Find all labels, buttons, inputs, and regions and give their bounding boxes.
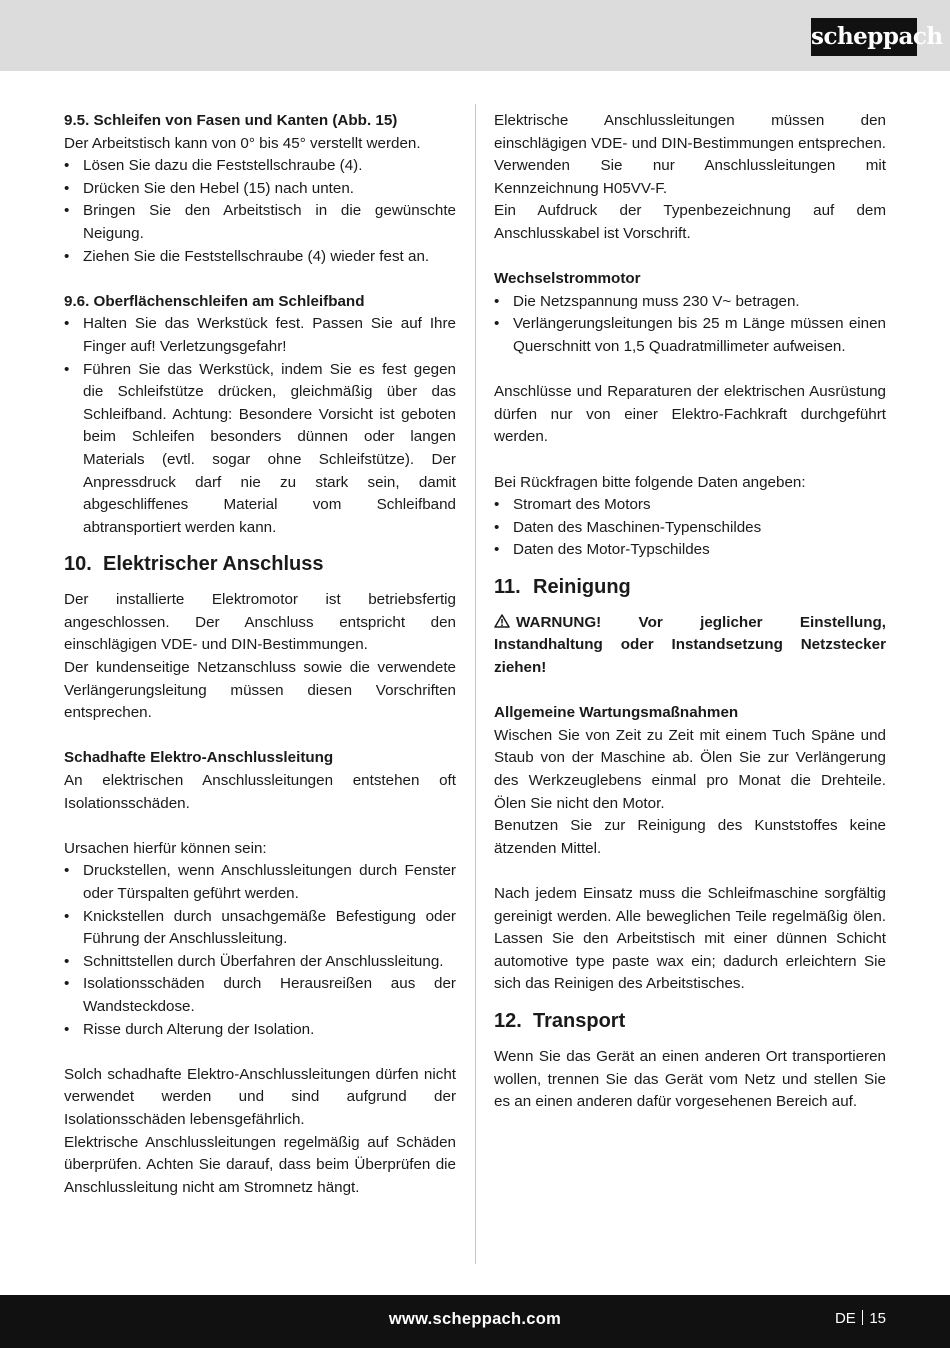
- language-code: DE: [834, 1310, 856, 1327]
- causes-intro: Ursachen hierfür können sein:: [64, 839, 267, 857]
- section-10-heading: [64, 550, 456, 578]
- list-item: • Knickstellen durch unsachgemäße Befestigung oder Führung der Anschlussleitung.: [64, 906, 456, 951]
- paragraph: Anschlüsse und Reparaturen der elektrischen Ausrüstung dürfen nur von einer Elektro-Fachkraft durchgeführt werden.: [494, 383, 886, 446]
- paragraph: Elektrische Anschlussleitungen regelmäßig auf Schäden überprüfen. Achten Sie darauf, dass beim Überprüfen die Anschlussleitung nicht am Stromnetz hängt.: [64, 1133, 456, 1196]
- header-bar: [0, 0, 950, 71]
- list-item: • Isolationsschäden durch Herausreißen aus der Wandsteckdose.: [64, 973, 456, 1018]
- maintenance-subheading: Allgemeine Wartungsmaßnahmen: [494, 704, 739, 722]
- section-12-heading: [494, 1007, 886, 1035]
- warning-text: WARNUNG! Vor jeglicher Einstellung, Instandhaltung oder Instandsetzung Netzstecker ziehen!: [494, 613, 886, 677]
- section-number: 12.: [494, 1009, 522, 1032]
- list-item: • Stromart des Motors: [494, 494, 886, 517]
- section-9-5-title: 9.5. Schleifen von Fasen und Kanten (Abb. 15): [64, 112, 398, 129]
- section-number: 10.: [64, 553, 92, 576]
- list-item: • Bringen Sie den Arbeitstisch in die gewünschte Neigung.: [64, 200, 456, 245]
- section-11-heading: [494, 573, 886, 601]
- ac-motor-list: [494, 291, 886, 359]
- column-divider: [475, 104, 476, 1264]
- section-9-5-list: [64, 155, 456, 268]
- paragraph: Ein Aufdruck der Typenbezeichnung auf dem Anschlusskabel ist Vorschrift.: [494, 202, 886, 242]
- warning-triangle-icon: [494, 614, 510, 628]
- list-item: • Ziehen Sie die Feststellschraube (4) wieder fest an.: [64, 246, 456, 269]
- list-item: • Führen Sie das Werkstück, indem Sie es fest gegen die Schleifstütze drücken, gleichmäßig über das Schleifband. Achtung: Besondere Vorsicht ist geboten beim Schleifen besonders dünnen oder langen Materials (evtl. sogar ohne Schleifstütze). Der Anpressdruck darf nie zu stark sein, damit abgeschliffenes Material vom Schleifband abtransportiert werden kann.: [64, 359, 456, 540]
- list-item: • Drücken Sie den Hebel (15) nach unten.: [64, 178, 456, 201]
- section-9-6-list: [64, 313, 456, 539]
- footer-page-indicator: [835, 1308, 886, 1330]
- section-title: Reinigung: [533, 575, 631, 598]
- section-title: Transport: [533, 1009, 626, 1032]
- query-intro: Bei Rückfragen bitte folgende Daten angeben:: [494, 473, 806, 491]
- right-column: [494, 110, 886, 1114]
- paragraph: An elektrischen Anschlussleitungen entstehen oft Isolationsschäden.: [64, 772, 456, 812]
- footer-separator: [862, 1310, 864, 1325]
- brand-logo: scheppach: [811, 18, 917, 56]
- list-item: • Daten des Maschinen-Typenschildes: [494, 517, 886, 540]
- paragraph: Elektrische Anschlussleitungen müssen den einschlägigen VDE- und DIN-Bestimmungen entsprechen. Verwenden Sie nur Anschlussleitungen mit Kennzeichnung H05VV-F.: [494, 112, 886, 197]
- query-list: [494, 494, 886, 562]
- footer-website-link[interactable]: www.scheppach.com: [388, 1310, 562, 1328]
- paragraph: Wenn Sie das Gerät an einen anderen Ort transportieren wollen, trennen Sie das Gerät vom Netz und stellen Sie es an einen anderen dafür vorgesehenen Bereich auf.: [494, 1047, 886, 1111]
- section-9-5-intro: Der Arbeitstisch kann von 0° bis 45° verstellt werden.: [64, 134, 421, 152]
- section-title: Elektrischer Anschluss: [103, 553, 324, 576]
- paragraph: Benutzen Sie zur Reinigung des Kunststoffes keine ätzenden Mittel.: [494, 817, 886, 857]
- paragraph: Der kundenseitige Netzanschluss sowie die verwendete Verlängerungsleitung müssen diesen Vorschriften entsprechen.: [64, 659, 456, 722]
- list-item: • Druckstellen, wenn Anschlussleitungen durch Fenster oder Türspalten geführt werden.: [64, 860, 456, 905]
- left-column: [64, 110, 456, 1199]
- list-item: • Risse durch Alterung der Isolation.: [64, 1019, 456, 1042]
- section-9-6-title: 9.6. Oberflächenschleifen am Schleifband: [64, 292, 365, 310]
- list-item: • Verlängerungsleitungen bis 25 m Länge müssen einen Querschnitt von 1,5 Quadratmillimeter aufweisen.: [494, 313, 886, 358]
- paragraph: Solch schadhafte Elektro-Anschlussleitungen dürfen nicht verwendet werden und sind aufgrund der Isolationsschäden lebensgefährlich.: [64, 1065, 456, 1128]
- list-item: • Daten des Motor-Typschildes: [494, 539, 886, 562]
- ac-motor-subheading: Wechselstrommotor: [494, 270, 641, 288]
- list-item: • Schnittstellen durch Überfahren der Anschlussleitung.: [64, 951, 456, 974]
- list-item: • Lösen Sie dazu die Feststellschraube (4).: [64, 155, 456, 178]
- warning-notice: [494, 612, 886, 680]
- paragraph: Der installierte Elektromotor ist betriebsfertig angeschlossen. Der Anschluss entspricht den einschlägigen VDE- und DIN-Bestimmungen.: [64, 591, 456, 654]
- section-number: 11.: [494, 575, 521, 598]
- list-item: • Die Netzspannung muss 230 V~ betragen.: [494, 291, 886, 314]
- defect-subheading: Schadhafte Elektro-Anschlussleitung: [64, 749, 334, 767]
- list-item: • Halten Sie das Werkstück fest. Passen Sie auf Ihre Finger auf! Verletzungsgefahr!: [64, 313, 456, 358]
- page-number: 15: [869, 1310, 886, 1327]
- paragraph: Nach jedem Einsatz muss die Schleifmaschine sorgfältig gereinigt werden. Alle beweglichen Teile regelmäßig ölen. Lassen Sie den Arbeitstisch mit einer dünnen Schicht automotive type paste wax ein; dadurch erleichtern Sie sich das Reinigen des Arbeitstisches.: [494, 885, 886, 993]
- causes-list: [64, 860, 456, 1041]
- paragraph: Wischen Sie von Zeit zu Zeit mit einem Tuch Späne und Staub von der Maschine ab. Ölen Sie zur Verlängerung des Werkzeuglebens einmal pro Monat die Drehteile. Ölen Sie nicht den Motor.: [494, 726, 886, 812]
